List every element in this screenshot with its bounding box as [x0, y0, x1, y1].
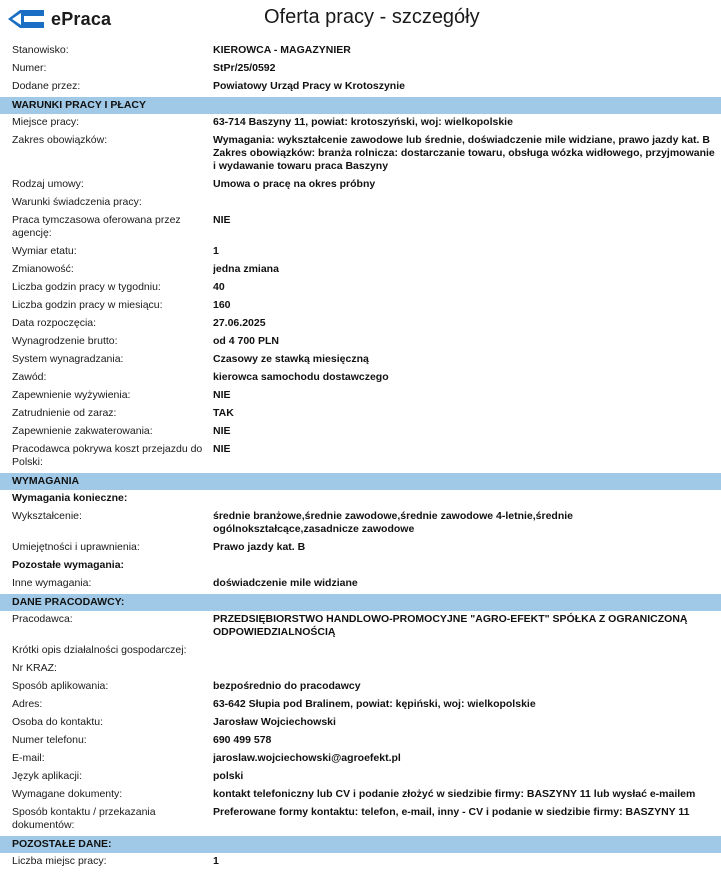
value-adres: 63-642 Słupia pod Bralinem, powiat: kępiński, woj: wielkopolskie: [213, 698, 536, 710]
label-zmianowosc: Zmianowość:: [12, 263, 74, 275]
label-wymagane-dokumenty: Wymagane dokumenty:: [12, 788, 123, 800]
detail-row: [0, 60, 721, 78]
label-pracodawca-pokrywa-koszt-przejazdu-do-polski: Pracodawca pokrywa koszt przejazdu do Polski:: [12, 443, 203, 468]
label-sposob-aplikowania: Sposób aplikowania:: [12, 680, 109, 692]
section-pozostale-dane: [0, 836, 721, 854]
value-miejsce-pracy: 63-714 Baszyny 11, powiat: krotoszyński, woj: wielkopolskie: [213, 116, 513, 128]
label-numer: Numer:: [12, 62, 47, 74]
value-system-wynagradzania: Czasowy ze stawką miesięczną: [213, 353, 369, 365]
value-pracodawca-pokrywa-koszt-przejazdu-do-polski: NIE: [213, 443, 231, 455]
label-krotki-opis-dzialalnosci-gospodarczej: Krótki opis działalności gospodarczej:: [12, 644, 187, 656]
label-system-wynagradzania: System wynagradzania:: [12, 353, 124, 365]
label-nr-kraz: Nr KRAZ:: [12, 662, 57, 674]
detail-row: [0, 176, 721, 194]
page-title: Oferta pracy - szczegóły: [264, 6, 480, 28]
label-liczba-godzin-pracy-w-tygodniu: Liczba godzin pracy w tygodniu:: [12, 281, 161, 293]
label-miejsce-pracy: Miejsce pracy:: [12, 116, 80, 128]
label-data-rozpoczecia: Data rozpoczęcia:: [12, 317, 97, 329]
detail-row: [0, 696, 721, 714]
section-heading: DANE PRACODAWCY:: [0, 594, 721, 612]
epraca-logo-icon: [6, 8, 46, 30]
detail-row: [0, 387, 721, 405]
detail-row: [0, 279, 721, 297]
detail-row: [0, 539, 721, 557]
section-wymagania: [0, 473, 721, 491]
label-inne-wymagania: Inne wymagania:: [12, 577, 92, 589]
value-sposob-aplikowania: bezpośrednio do pracodawcy: [213, 680, 361, 692]
detail-row: [0, 351, 721, 369]
label-zapewnienie-zakwaterowania: Zapewnienie zakwaterowania:: [12, 425, 153, 437]
value-sposob-kontaktu-przekazania-dokumentow: Preferowane formy kontaktu: telefon, e-mail, inny - CV i podanie w siedzibie firmy: BASZYNY 11: [213, 806, 690, 818]
detail-row: [0, 78, 721, 97]
value-wyksztalcenie: średnie branżowe,średnie zawodowe,średnie zawodowe 4-letnie,średnie ogólnokształcące,zasadnicze zawodowe: [213, 510, 574, 535]
detail-row: [0, 212, 721, 243]
subsection-heading: Wymagania konieczne:: [12, 492, 128, 504]
detail-row: [0, 42, 721, 60]
label-liczba-godzin-pracy-w-miesiacu: Liczba godzin pracy w miesiącu:: [12, 299, 163, 311]
value-zawod: kierowca samochodu dostawczego: [213, 371, 389, 383]
detail-row: [0, 369, 721, 387]
detail-row: [0, 423, 721, 441]
value-wymiar-etatu: 1: [213, 245, 219, 257]
detail-row: [0, 441, 721, 473]
section-dane-pracodawcy: [0, 594, 721, 612]
detail-row: [0, 243, 721, 261]
detail-row: [0, 297, 721, 315]
label-pracodawca: Pracodawca:: [12, 613, 73, 625]
value-wymagane-dokumenty: kontakt telefoniczny lub CV i podanie złożyć w siedzibie firmy: BASZYNY 11 lub wysłać e-mailem: [213, 788, 696, 800]
label-warunki-swiadczenia-pracy: Warunki świadczenia pracy:: [12, 196, 142, 208]
section-heading: WARUNKI PRACY I PŁACY: [0, 97, 721, 115]
value-e-mail: jaroslaw.wojciechowski@agroefekt.pl: [213, 752, 401, 764]
detail-row: [0, 714, 721, 732]
label-zapewnienie-wyzywienia: Zapewnienie wyżywienia:: [12, 389, 131, 401]
label-wyksztalcenie: Wykształcenie:: [12, 510, 82, 522]
value-zatrudnienie-od-zaraz: TAK: [213, 407, 234, 419]
other-requirements-heading: [0, 557, 721, 575]
logo-text: ePraca: [51, 8, 112, 29]
detail-row: [0, 853, 721, 871]
epraca-logo[interactable]: [6, 7, 111, 31]
value-zapewnienie-zakwaterowania: NIE: [213, 425, 231, 437]
detail-row: [0, 315, 721, 333]
label-jezyk-aplikacji: Język aplikacji:: [12, 770, 83, 782]
detail-row: [0, 660, 721, 678]
value-zapewnienie-wyzywienia: NIE: [213, 389, 231, 401]
value-osoba-do-kontaktu: Jarosław Wojciechowski: [213, 716, 336, 728]
detail-row: [0, 508, 721, 539]
detail-row: [0, 405, 721, 423]
label-zawod: Zawód:: [12, 371, 47, 383]
detail-row: [0, 642, 721, 660]
label-praca-tymczasowa-oferowana-przez-agencje: Praca tymczasowa oferowana przez agencję:: [12, 214, 181, 239]
value-stanowisko: KIEROWCA - MAGAZYNIER: [213, 44, 351, 56]
label-e-mail: E-mail:: [12, 752, 45, 764]
label-stanowisko: Stanowisko:: [12, 44, 69, 56]
label-wymiar-etatu: Wymiar etatu:: [12, 245, 77, 257]
subsection-heading: Pozostałe wymagania:: [12, 559, 125, 571]
offer-details-table: [0, 42, 721, 871]
value-rodzaj-umowy: Umowa o pracę na okres próbny: [213, 178, 376, 190]
label-zatrudnienie-od-zaraz: Zatrudnienie od zaraz:: [12, 407, 117, 419]
detail-row: [0, 114, 721, 132]
detail-row: [0, 786, 721, 804]
detail-row: [0, 804, 721, 836]
label-numer-telefonu: Numer telefonu:: [12, 734, 87, 746]
value-praca-tymczasowa-oferowana-przez-agencje: NIE: [213, 214, 231, 226]
value-krotki-opis-dzialalnosci-gospodarczej: [213, 642, 721, 660]
section-heading: POZOSTAŁE DANE:: [0, 836, 721, 854]
label-wynagrodzenie-brutto: Wynagrodzenie brutto:: [12, 335, 118, 347]
section-heading: WYMAGANIA: [0, 473, 721, 491]
detail-row: [0, 333, 721, 351]
label-zakres-obowiazkow: Zakres obowiązków:: [12, 134, 108, 146]
value-nr-kraz: [213, 660, 721, 678]
label-osoba-do-kontaktu: Osoba do kontaktu:: [12, 716, 104, 728]
section-warunki-pracy: [0, 97, 721, 115]
value-inne-wymagania: doświadczenie mile widziane: [213, 577, 358, 589]
value-liczba-godzin-pracy-w-tygodniu: 40: [213, 281, 225, 293]
detail-row: [0, 194, 721, 212]
detail-row: [0, 611, 721, 642]
value-jezyk-aplikacji: polski: [213, 770, 244, 782]
label-dodane-przez: Dodane przez:: [12, 80, 81, 92]
value-warunki-swiadczenia-pracy: [213, 194, 721, 212]
label-rodzaj-umowy: Rodzaj umowy:: [12, 178, 84, 190]
label-umiejetnosci-i-uprawnienia: Umiejętności i uprawnienia:: [12, 541, 140, 553]
value-numer: StPr/25/0592: [213, 62, 276, 74]
detail-row: [0, 750, 721, 768]
value-wynagrodzenie-brutto: od 4 700 PLN: [213, 335, 279, 347]
detail-row: [0, 768, 721, 786]
label-sposob-kontaktu-przekazania-dokumentow: Sposób kontaktu / przekazania dokumentów:: [12, 806, 156, 831]
label-adres: Adres:: [12, 698, 43, 710]
detail-row: [0, 732, 721, 750]
detail-row: [0, 261, 721, 279]
value-pracodawca: PRZEDSIĘBIORSTWO HANDLOWO-PROMOCYJNE "AGRO-EFEKT" SPÓŁKA Z OGRANICZONĄ ODPOWIEDZIALNOŚCIĄ: [213, 613, 688, 638]
value-liczba-godzin-pracy-w-miesiacu: 160: [213, 299, 231, 311]
value-zmianowosc: jedna zmiana: [213, 263, 279, 275]
detail-row: [0, 678, 721, 696]
page-header: [0, 0, 721, 42]
value-numer-telefonu: 690 499 578: [213, 734, 272, 746]
required-requirements-heading: [0, 490, 721, 508]
detail-row: [0, 575, 721, 594]
value-liczba-miejsc-pracy: 1: [213, 855, 219, 867]
value-data-rozpoczecia: 27.06.2025: [213, 317, 266, 329]
value-umiejetnosci-i-uprawnienia: Prawo jazdy kat. B: [213, 541, 306, 553]
detail-row: [0, 132, 721, 176]
value-dodane-przez: Powiatowy Urząd Pracy w Krotoszynie: [213, 80, 405, 92]
label-liczba-miejsc-pracy: Liczba miejsc pracy:: [12, 855, 107, 867]
value-zakres-obowiazkow: Wymagania: wykształcenie zawodowe lub średnie, doświadczenie mile widziane, prawo jazdy kat. B Zakres obowiązków: branża rolnicza: dostarczanie towaru, obsługa wózka widłowego, przyjmowanie i wydawanie towaru praca Baszyny: [213, 134, 715, 172]
